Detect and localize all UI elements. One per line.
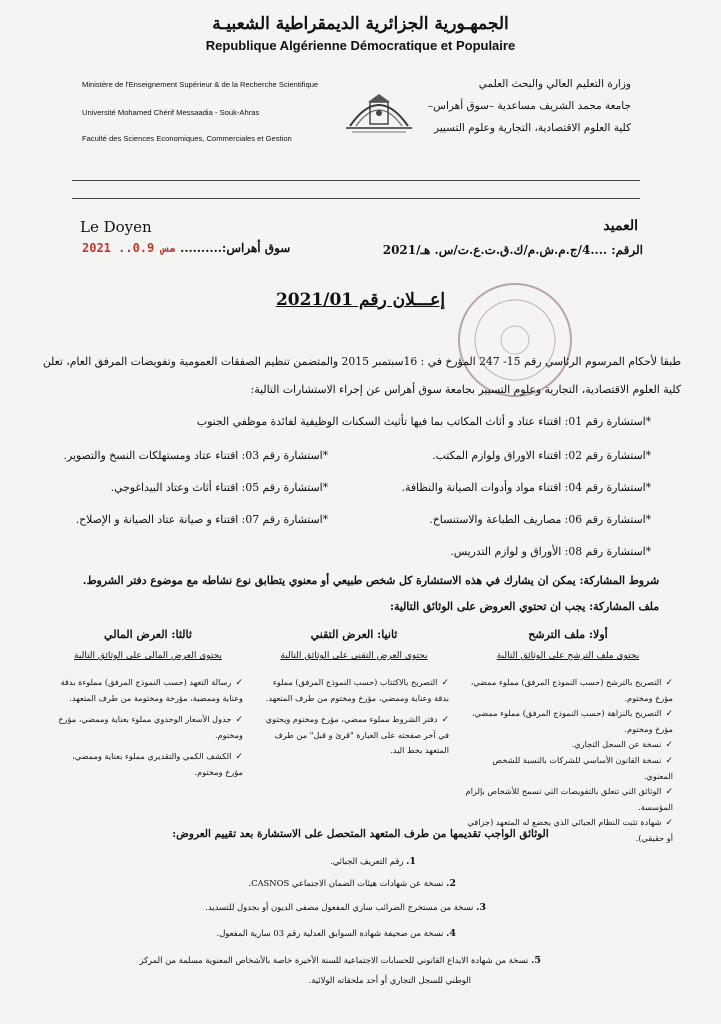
checkmark-icon: ✓: [235, 678, 243, 688]
technical-offer-column: [259, 628, 449, 758]
intro-line-1: طبقا لأحكام المرسوم الرئاسي رقم 15- 247 المؤرخ في : 16سبتمبر 2015 والمتضمن تنظيم الصفقات العمومية وتفويضات المرفق العام، تعلن: [42, 355, 681, 368]
place-label: سوق أهراس:..........: [180, 241, 291, 255]
checkmark-icon: ✓: [441, 678, 449, 688]
checkmark-icon: ✓: [665, 818, 673, 828]
checkmark-icon: ✓: [235, 752, 243, 762]
consultation-02: *استشارة رقم 02: اقتناء الاوراق ولوازم المكتب.: [432, 449, 651, 462]
checkmark-icon: ✓: [441, 715, 449, 725]
header-divider-bottom: [72, 198, 640, 199]
doc-item-3: 3. نسخة من مستخرج الضرائب ساري المفعول مصفى الديون أو بجدول للتسديد.: [205, 902, 486, 913]
list-item: ✓التصريح بالاكتتاب (حسب النموذج المرفق) مملوء بدقة وعناية وممضي، مؤرخ ومختوم من طرف المتعهد.: [265, 677, 449, 703]
doc-item-5-continued: الوطني للسجل التجاري أو أحد ملحقاته الولائية.: [308, 975, 471, 985]
list-item: ✓الوثائق التي تتعلق بالتفويضات التي تسمح للأشخاص بإلزام المؤسسة.: [465, 786, 673, 812]
technical-offer-title: ثانيا: العرض التقني: [310, 628, 398, 641]
consultation-04: *استشارة رقم 04: اقتناء مواد وأدوات الصيانة والنظافة.: [401, 481, 651, 494]
financial-offer-column: [53, 628, 243, 780]
intro-line-2: كلية العلوم الاقتصادية، التجارية وعلوم التسيير بجامعة سوق أهراس عن إجراء الاستشارات التالية:: [250, 383, 681, 396]
university-fr: Université Mohamed Chérif Messaadia - Souk-Ahras: [82, 108, 260, 117]
list-item: ✓نسخة القانون الأساسي للشركات بالنسبة للشخص المعنوي.: [492, 755, 673, 781]
university-ar: جامعة محمد الشريف مساعدية –سوق أهراس–: [427, 100, 631, 112]
financial-offer-title: ثالثا: العرض المالي: [104, 628, 192, 641]
announcement-title: إعـــلان رقم 2021/01: [275, 290, 446, 310]
checkmark-icon: ✓: [665, 740, 673, 750]
checkmark-icon: ✓: [235, 715, 243, 725]
financial-offer-subtitle: يحتوي العرض المالي على الوثائق التالية: [74, 651, 222, 661]
amid-label: العميد: [603, 218, 638, 234]
checkmark-icon: ✓: [665, 709, 673, 719]
consultation-08: *استشارة رقم 08: الأوراق و لوازم التدريس.: [450, 545, 651, 558]
reference-number: الرقم: ....4/ج.م.ش.م/ك.ق.ت.ع.ت/س. هـ/2021: [382, 243, 643, 257]
technical-offer-subtitle: يحتوي العرض التقني على الوثائق التالية: [280, 651, 428, 661]
consultation-07: *استشارة رقم 07: اقتناء و صيانة عتاد الصيانة و الإصلاح.: [75, 513, 328, 526]
republic-title-ar: الجمهـورية الجزائرية الديمقراطية الشعبيـة: [212, 14, 509, 34]
doc-item-2: 2. نسخة عن شهادات هيئات الضمان الاجتماعي CASNOS.: [248, 878, 456, 889]
doc-item-4: 4. نسخة من صحيفة شهادة السوابق العدلية رقم 03 سارية المفعول.: [216, 928, 456, 939]
participation-conditions: شروط المشاركة: يمكن ان يشارك في هذه الاستشارة كل شخص طبيعي أو معنوي يتطابق نوع نشاطه مع موضوع دفتر الشروط.: [82, 574, 659, 587]
doyen-label: Le Doyen: [80, 218, 152, 236]
list-item: ✓جدول الأسعار الوحدوي مملوء بعناية وممضي، مؤرخ ومختوم.: [58, 714, 243, 740]
consultation-03: *استشارة رقم 03: اقتناء عتاد ومستهلكات النسخ والتصوير.: [63, 449, 328, 462]
checkmark-icon: ✓: [665, 787, 673, 797]
participation-file: ملف المشاركة: يجب ان تحتوي العروض على الوثائق التالية:: [389, 600, 659, 613]
ministry-ar: وزارة التعليم العالي والبحث العلمي: [478, 78, 631, 90]
university-logo-icon: [340, 80, 418, 142]
consultation-06: *استشارة رقم 06: مصاريف الطباعة والاستنساخ.: [429, 513, 651, 526]
faculty-ar: كلية العلوم الاقتصادية، التجارية وعلوم التسيير: [434, 122, 631, 134]
faculty-fr: Faculté des Sciences Economiques, Commerciales et Gestion: [82, 134, 292, 143]
republic-title-fr: Republique Algérienne Démocratique et Populaire: [205, 38, 516, 53]
doc-item-1: 1. رقم التعريف الجبائي.: [330, 856, 416, 867]
header-divider-top: [72, 180, 640, 181]
handwritten-date: 2021 ..مس 0.9: [82, 241, 176, 255]
ministry-fr: Ministère de l'Enseignement Supérieur & de la Recherche Scientifique: [82, 80, 319, 89]
checkmark-icon: ✓: [665, 678, 673, 688]
consultation-05: *استشارة رقم 05: اقتناء أثاث وعتاد البيداغوجي.: [110, 481, 328, 494]
checkmark-icon: ✓: [665, 756, 673, 766]
list-item: ✓دفتر الشروط مملوء ممضي، مؤرخ ومختوم ويحتوي في آخر صفحته على العبارة "قرئ و قبل" من طرف المتعهد بخط اليد.: [265, 714, 449, 755]
list-item: ✓التصريح بالترشح (حسب النموذج المرفق) مملوء ممضي، مؤرخ ومختوم.: [470, 677, 673, 703]
candidature-title: أولا: ملف الترشح: [528, 628, 608, 641]
list-item: ✓شهادة تثبت النظام الجبائي الذي يخضع له المتعهد (جزافي أو حقيقي).: [467, 817, 673, 843]
candidature-column: [463, 628, 673, 846]
consultation-01: *استشارة رقم 01: اقتناء عتاد و أثاث المكاتب بما فيها تأثيث السكنات الوظيفية لفائدة موظفي الجنوب: [196, 415, 651, 428]
list-item: ✓رسالة التعهد (حسب النموذج المرفق) مملوءة بدقة وعناية وممضية، مؤرخة ومختومة من طرف المتعهد.: [60, 677, 243, 703]
list-item: ✓نسخة عن السجل التجاري.: [571, 739, 673, 750]
list-item: ✓التصريح بالنزاهة (حسب النموذج المرفق) مملوء ممضي، مؤرخ ومختوم.: [471, 708, 673, 734]
place-date: [82, 241, 290, 255]
doc-item-5: 5. نسخة من شهادة الايداع القانوني للحسابات الاجتماعية للسنة الأخيرة خاصة بالأشخاص المعنوية مسلمة من المركز: [139, 955, 541, 966]
list-item: ✓الكشف الكمي والتقديري مملوء بعناية وممضي، مؤرخ ومختوم.: [72, 751, 243, 777]
after-evaluation-title: الوثائق الواجب تقديمها من طرف المتعهد المتحصل على الاستشارة بعد تقييم العروض:: [172, 828, 549, 840]
candidature-subtitle: يحتوي ملف الترشح على الوثائق التالية: [496, 651, 640, 661]
